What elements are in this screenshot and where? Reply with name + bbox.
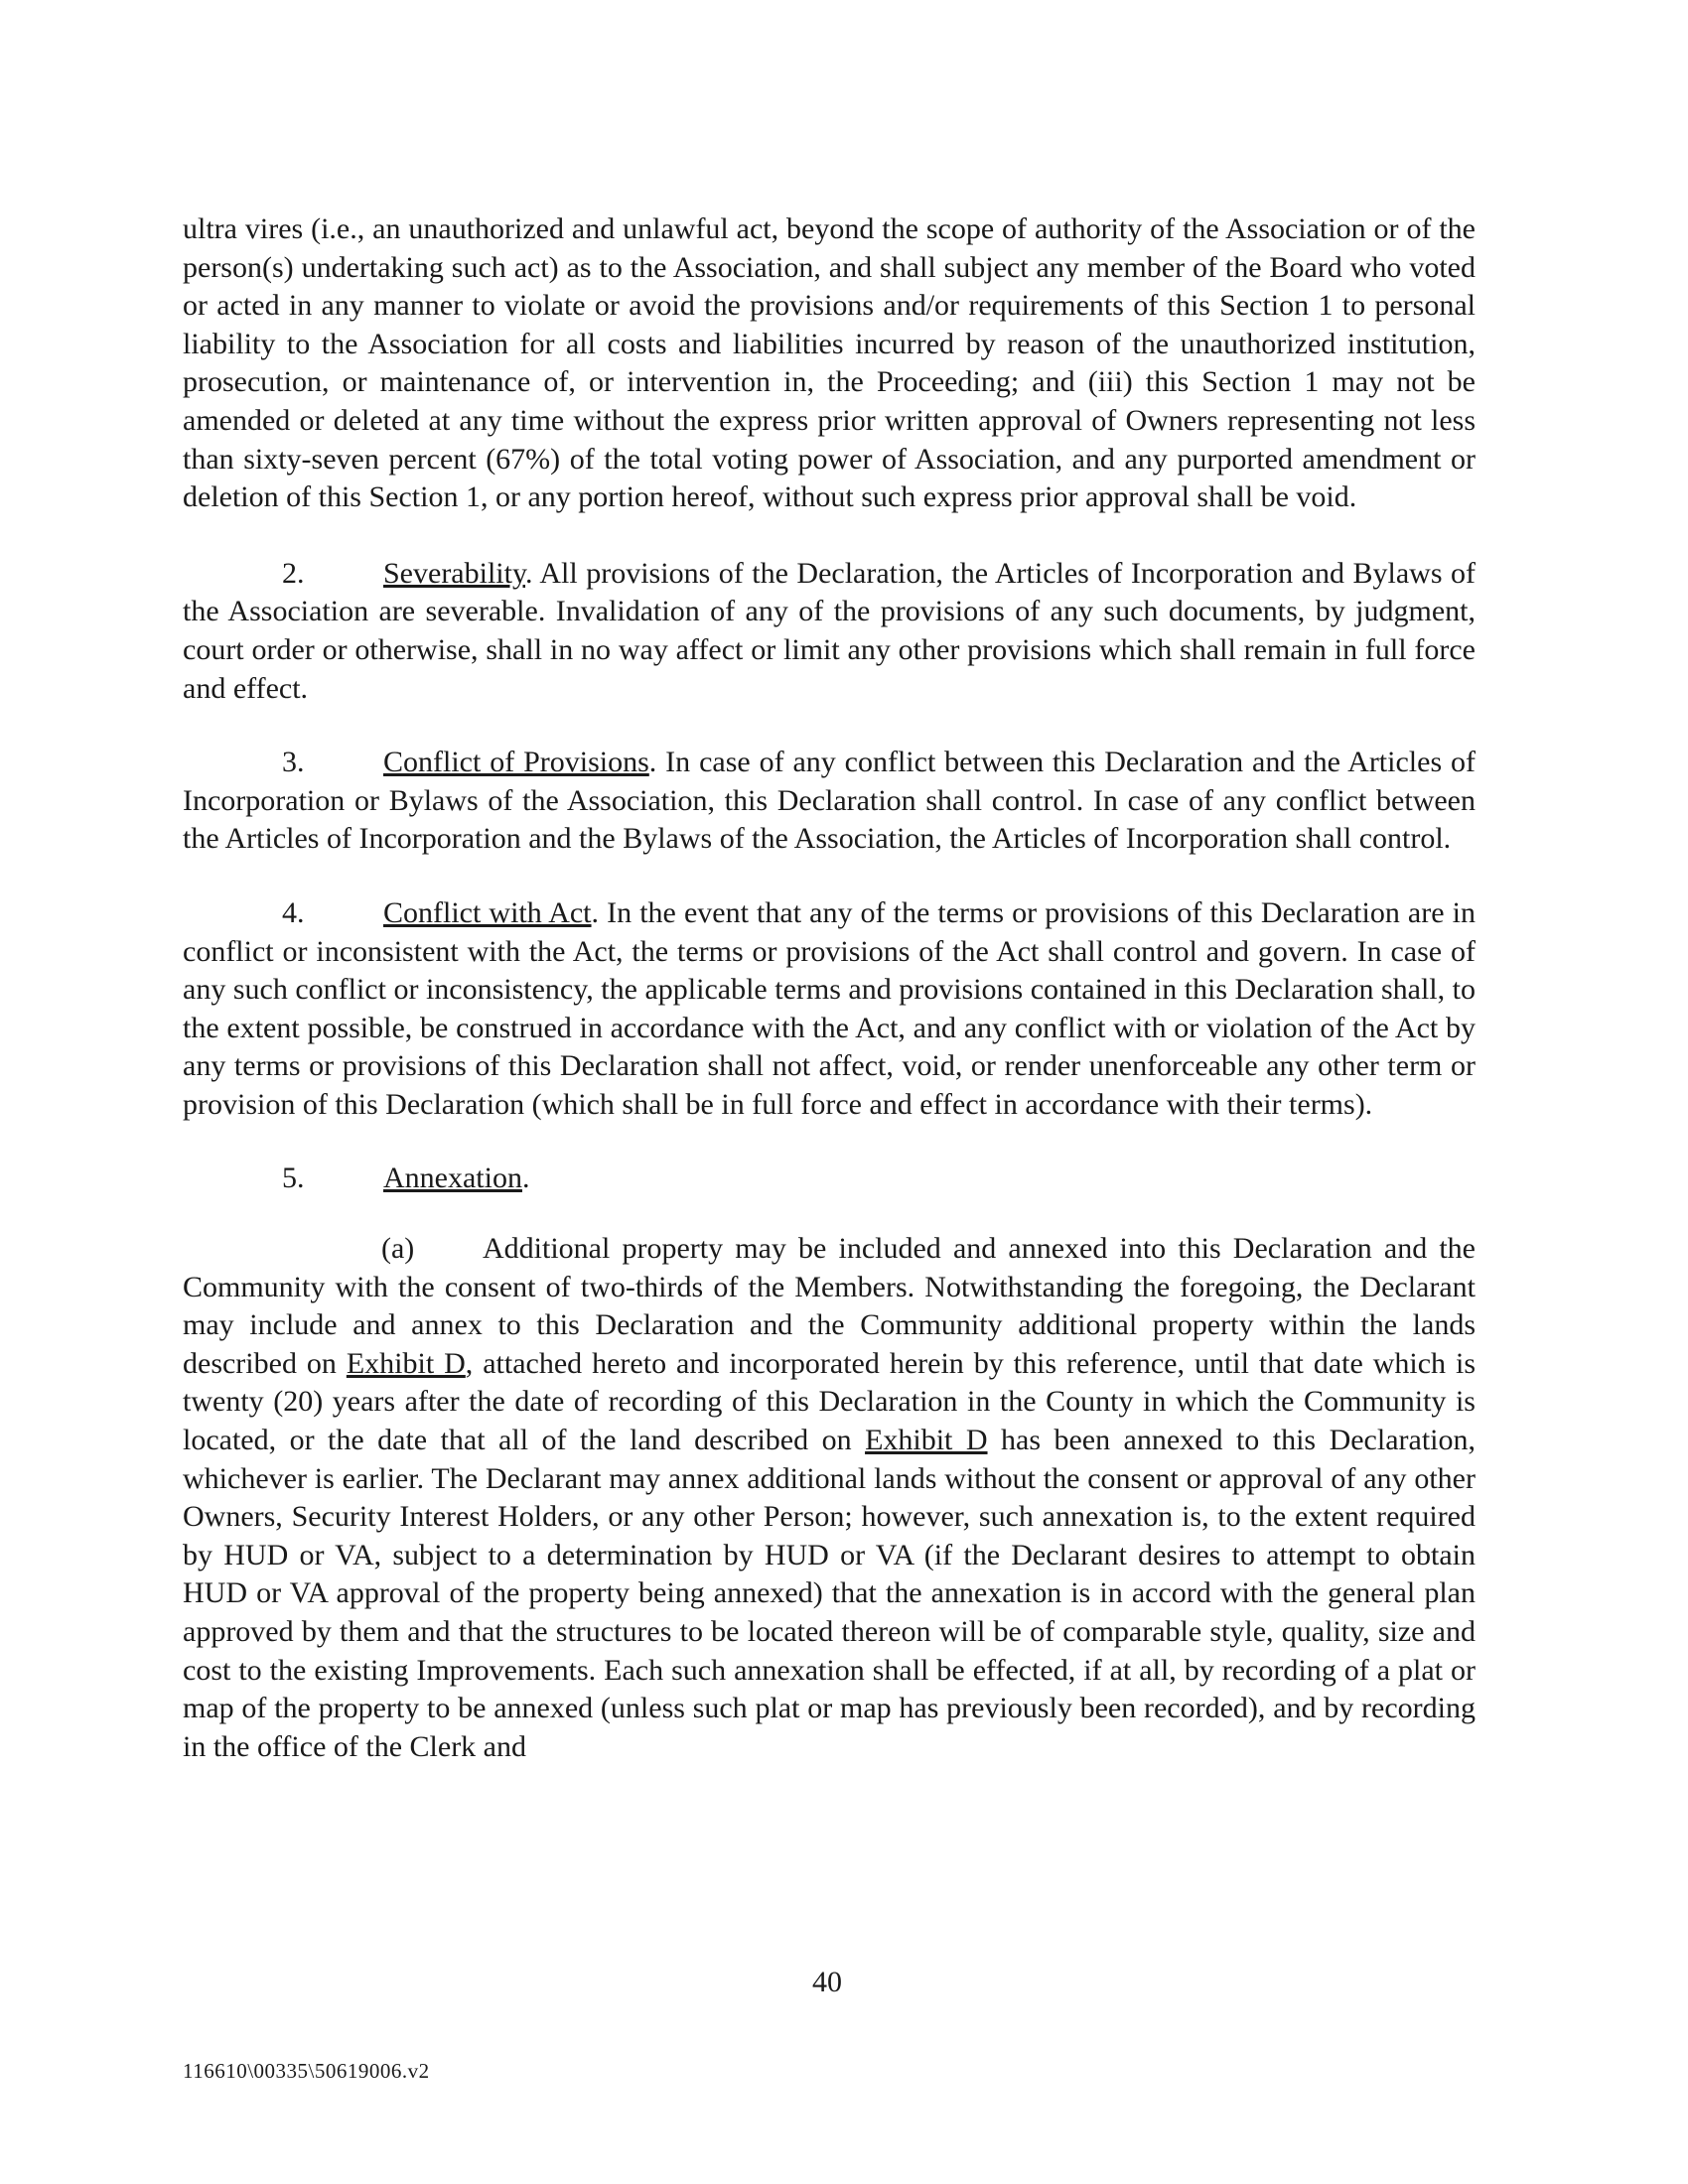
section-text: All provisions of the Declaration, the Articles of Incorporation and Bylaws of the Association are severable. Invalidation of any of the provisions of any such documents, by judgment, court order or otherwise, shall in no way affect or limit any other provisions which shall remain in full force and effect. (183, 556, 1476, 705)
page-number: 40 (812, 1966, 842, 1998)
subsection-a (183, 1230, 1476, 1766)
subsection-text-2: , attached hereto and incorporated herein by this reference, until that date which is twenty (20) years after the date of recording of this Declaration in the County in which the Community is located, or the date that all of the land described on (183, 1346, 1477, 1457)
subsection-label: (a) (381, 1232, 415, 1266)
document-id: 116610\00335\50619006.v2 (183, 2059, 430, 2083)
paragraph-continuation: ultra vires (i.e., an unauthorized and unlawful act, beyond the scope of authority of the Association or of the person(s) undertaking such act) as to the Association, and shall subject any member of the Board who voted or acted in any manner to violate or avoid the provisions and/or requirements of this Section 1 to personal liability to the Association for all costs and liabilities incurred by reason of the unauthorized institution, prosecution, or maintenance of, or intervention in, the Proceeding; and (iii) this Section 1 may not be amended or deleted at any time without the express prior written approval of Owners representing not less than sixty-seven percent (67%) of the total voting power of Association, and any purported amendment or deletion of this Section 1, or any portion hereof, without such express prior approval shall be void. (183, 212, 1476, 514)
section-number: 4. (282, 895, 305, 929)
section-number: 5. (282, 1161, 305, 1195)
section-text: In the event that any of the terms or provisions of this Declaration are in conflict or inconsistent with the Act, the terms or provisions of the Act shall control and govern. In case of any such conflict or inconsistency, the applicable terms and provisions contained in this Declaration shall, to the extent possible, be construed in accordance with the Act, and any conflict with or violation of the Act by any terms or provisions of this Declaration shall not affect, void, or render unenforceable any other term or provision of this Declaration (which shall be in full force and effect in accordance with their terms). (183, 895, 1476, 1121)
section-3-conflict-of-provisions: 3. Conflict of Provisions. In case of any conflict between this Declaration and the Articles of Incorporation or Bylaws of the Association, this Declaration shall control. In case of any conflict between the Articles of Incorporation and the Bylaws of the Association, the Articles of Incorporation shall control. (183, 746, 1476, 856)
subsection-text-1: Additional property may be included and annexed into this Declaration and the Community with the consent of two-thirds of the Members. Notwithstanding the foregoing, the Declarant may include and annex to this Declaration and the Community additional property within the lands described on (183, 1232, 1476, 1380)
section-number: 2. (282, 556, 305, 590)
document-body (183, 210, 1476, 1766)
section-4-conflict-with-act: 4. Conflict with Act. In the event that any of the terms or provisions of this Declaration are in conflict or inconsistent with the Act, the terms or provisions of the Act shall control and govern. In case of any such conflict or inconsistency, the applicable terms and provisions contained in this Declaration shall, to the extent possible, be construed in accordance with the Act, and any conflict with or violation of the Act by any terms or provisions of this Declaration shall not affect, void, or render unenforceable any other term or provision of this Declaration (which shall be in full force and effect in accordance with their terms). (183, 895, 1476, 1121)
subsection-text-3: has been annexed to this Declaration, whichever is earlier. The Declarant may annex additional lands without the consent or approval of any other Owners, Security Interest Holders, or any other Person; however, such annexation is, to the extent required by HUD or VA, subject to a determination by HUD or VA (if the Declarant desires to attempt to obtain HUD or VA approval of the property being annexed) that the annexation is in accord with the general plan approved by them and that the structures to be located thereon will be of comparable style, quality, size and cost to the existing Improvements. Each such annexation shall be effected, if at all, by recording of a plat or map of the property to be annexed (unless such plat or map has previously been recorded), and by recording in the office of the Clerk and (183, 1424, 1476, 1763)
section-heading: Conflict with Act (383, 895, 592, 929)
section-text: In case of any conflict between this Declaration and the Articles of Incorporation or Bylaws of the Association, this Declaration shall control. In case of any conflict between the Articles of Incorporation and the Bylaws of the Association, the Articles of Incorporation shall control. (183, 746, 1476, 856)
exhibit-reference: Exhibit D (346, 1346, 466, 1380)
section-number: 3. (282, 746, 305, 779)
section-heading: Severability (383, 556, 526, 590)
section-heading: Annexation (383, 1161, 522, 1195)
section-2-severability: 2. Severability. All provisions of the Declaration, the Articles of Incorporation and Bylaws of the Association are severable. Invalidation of any of the provisions of any such documents, by judgment, court order or otherwise, shall in no way affect or limit any other provisions which shall remain in full force and effect. (183, 556, 1476, 705)
section-5-annexation: 5. Annexation. (183, 1160, 1476, 1198)
exhibit-reference: Exhibit D (865, 1424, 988, 1457)
section-heading: Conflict of Provisions (383, 746, 649, 779)
